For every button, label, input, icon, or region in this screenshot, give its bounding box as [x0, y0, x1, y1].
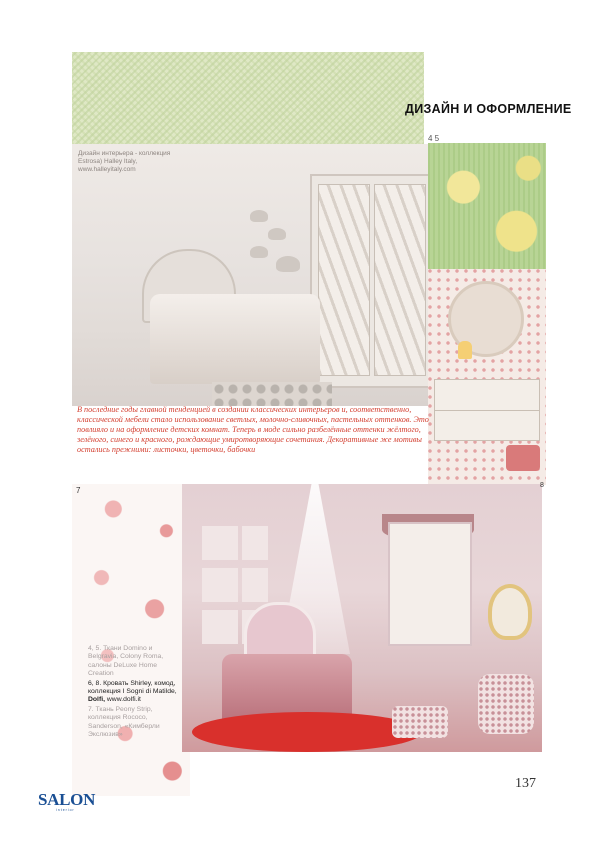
bed — [150, 294, 320, 384]
butterfly-decor — [268, 228, 286, 240]
caption-6-8-url: www.dolfi.it — [105, 696, 141, 704]
intro-paragraph: В последние годы главной тенденцией в создании классических интерьеров и, соответственно, классической мебели стало использование светлых, молочно-сливочных, пастельных оттенков. Это повлияло и на оформление детских комнат. Теперь в моде сильно разбелённые оттенки жёлтого, зелёного, синего и красного, рождающие умиротворяющие сочетания. Декоративные же мотивы остались прежними: листочки, цветочки, бабочки — [77, 405, 429, 454]
wardrobe — [310, 174, 428, 388]
butterfly-decor — [276, 256, 300, 272]
caption-7: 7. Ткань Peony Strip, коллекция Rococo, Sanderson, «Кимберли Экслюзив» — [88, 705, 160, 739]
salon-logo-subtitle: interior — [56, 808, 75, 812]
ottoman — [392, 706, 448, 738]
caption-6-8 — [88, 680, 184, 705]
caption-6-8-text: 6, 8. Кровать Shirley, комод, коллекция I Sogni di Matilde, — [88, 679, 177, 696]
figure-number-7: 7 — [76, 486, 81, 495]
wall-frames — [202, 526, 238, 646]
fabric-swatch-green — [72, 52, 424, 144]
photo-pink-bedroom — [182, 484, 542, 752]
photo-vanity — [428, 269, 546, 485]
armchair — [478, 674, 534, 734]
photo-white-bedroom — [72, 144, 428, 406]
dresser — [434, 379, 540, 441]
photo-caption-overlay: Дизайн интерьера - коллекция Estrosa) Halley Italy, www.halleyitaly.com — [78, 150, 171, 173]
butterfly-decor — [250, 246, 268, 258]
figure-number-8: 8 — [540, 482, 544, 489]
caption-4-5: 4, 5. Ткани Domino и Belgravia, Colony Roma, салоны DeLuxe Home Creation — [88, 645, 164, 678]
cake — [506, 445, 540, 471]
fabric-swatch-damask — [428, 143, 546, 269]
lamp — [458, 341, 472, 359]
butterfly-decor — [250, 210, 268, 222]
rug — [212, 382, 332, 406]
page-number: 137 — [515, 776, 536, 791]
window — [388, 522, 472, 646]
figure-numbers-4-5: 4 5 — [428, 134, 440, 143]
caption-6-8-brand: Dolfi, — [88, 696, 105, 704]
photo-captions — [88, 645, 184, 740]
gold-mirror — [488, 584, 532, 640]
section-title: ДИЗАЙН И ОФОРМЛЕНИЕ — [405, 102, 572, 116]
salon-logo: SALON — [38, 790, 96, 809]
red-rug — [192, 712, 422, 752]
fabric-swatch-floral — [72, 484, 190, 796]
